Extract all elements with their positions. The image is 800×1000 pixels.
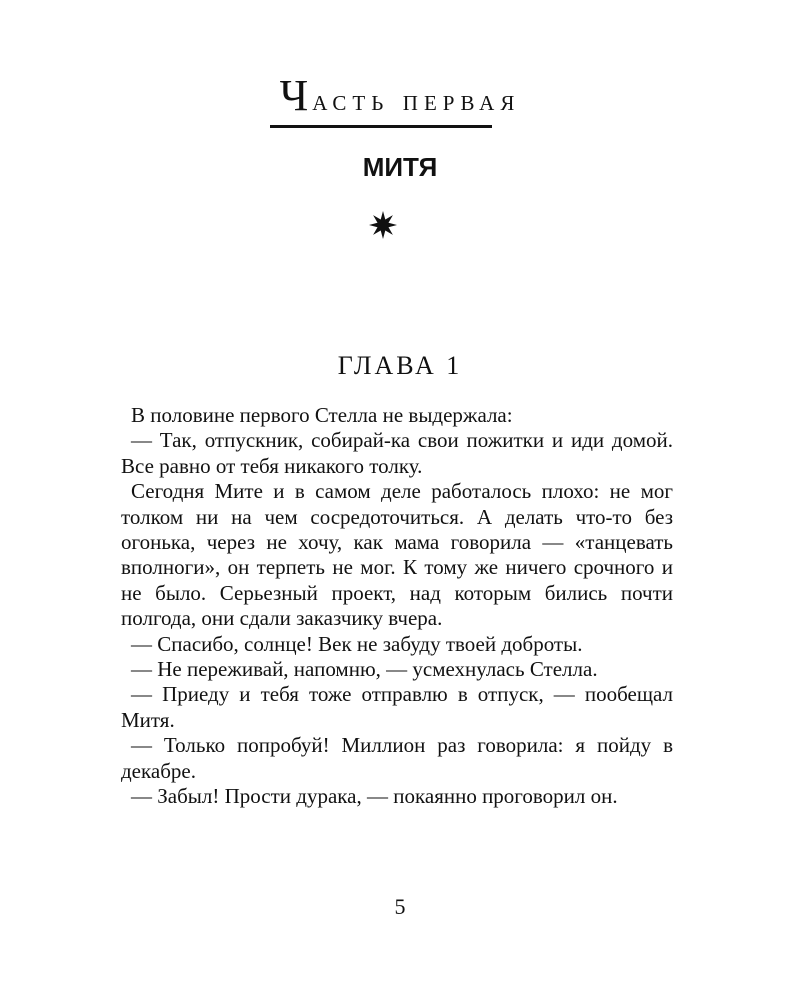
part-title	[0, 71, 800, 121]
paragraph: — Только попробуй! Миллион раз говорила: я пойду в декабре.	[121, 733, 673, 783]
page-number: 5	[394, 894, 406, 919]
body-text	[121, 403, 673, 810]
part-title-initial: Ч	[279, 71, 313, 120]
paragraph: Сегодня Мите и в самом деле работалось плохо: не мог толком ни на чем сосредоточиться. А делать что-то без огонька, через не хочу, как мама говорила — «танцевать вполноги», он терпеть не мог. К тому же ничего срочного и не было. Серьезный проект, над которым бились почти полгода, они сдали заказчику вчера.	[121, 479, 673, 631]
paragraph: — Так, отпускник, собирай-ка свои пожитки и иди домой. Все равно от тебя никакого толку.	[121, 428, 673, 478]
paragraph: — Приеду и тебя тоже отправлю в отпуск, — пообещал Митя.	[121, 682, 673, 732]
title-underline	[270, 125, 492, 128]
paragraph: — Спасибо, солнце! Век не забуду твоей доброты.	[131, 631, 583, 656]
part-title-rest: асть первая	[312, 84, 521, 117]
paragraph: В половине первого Стелла не выдержала:	[131, 403, 513, 427]
paragraph: — Не переживай, напомню, — усмехнулась Стелла.	[131, 657, 598, 682]
paragraph: — Забыл! Прости дурака, — покаянно проговорил он.	[131, 784, 618, 809]
part-subtitle: МИТЯ	[362, 152, 438, 182]
chapter-title: ГЛАВА 1	[337, 351, 463, 380]
eight-point-star-icon	[368, 210, 398, 240]
